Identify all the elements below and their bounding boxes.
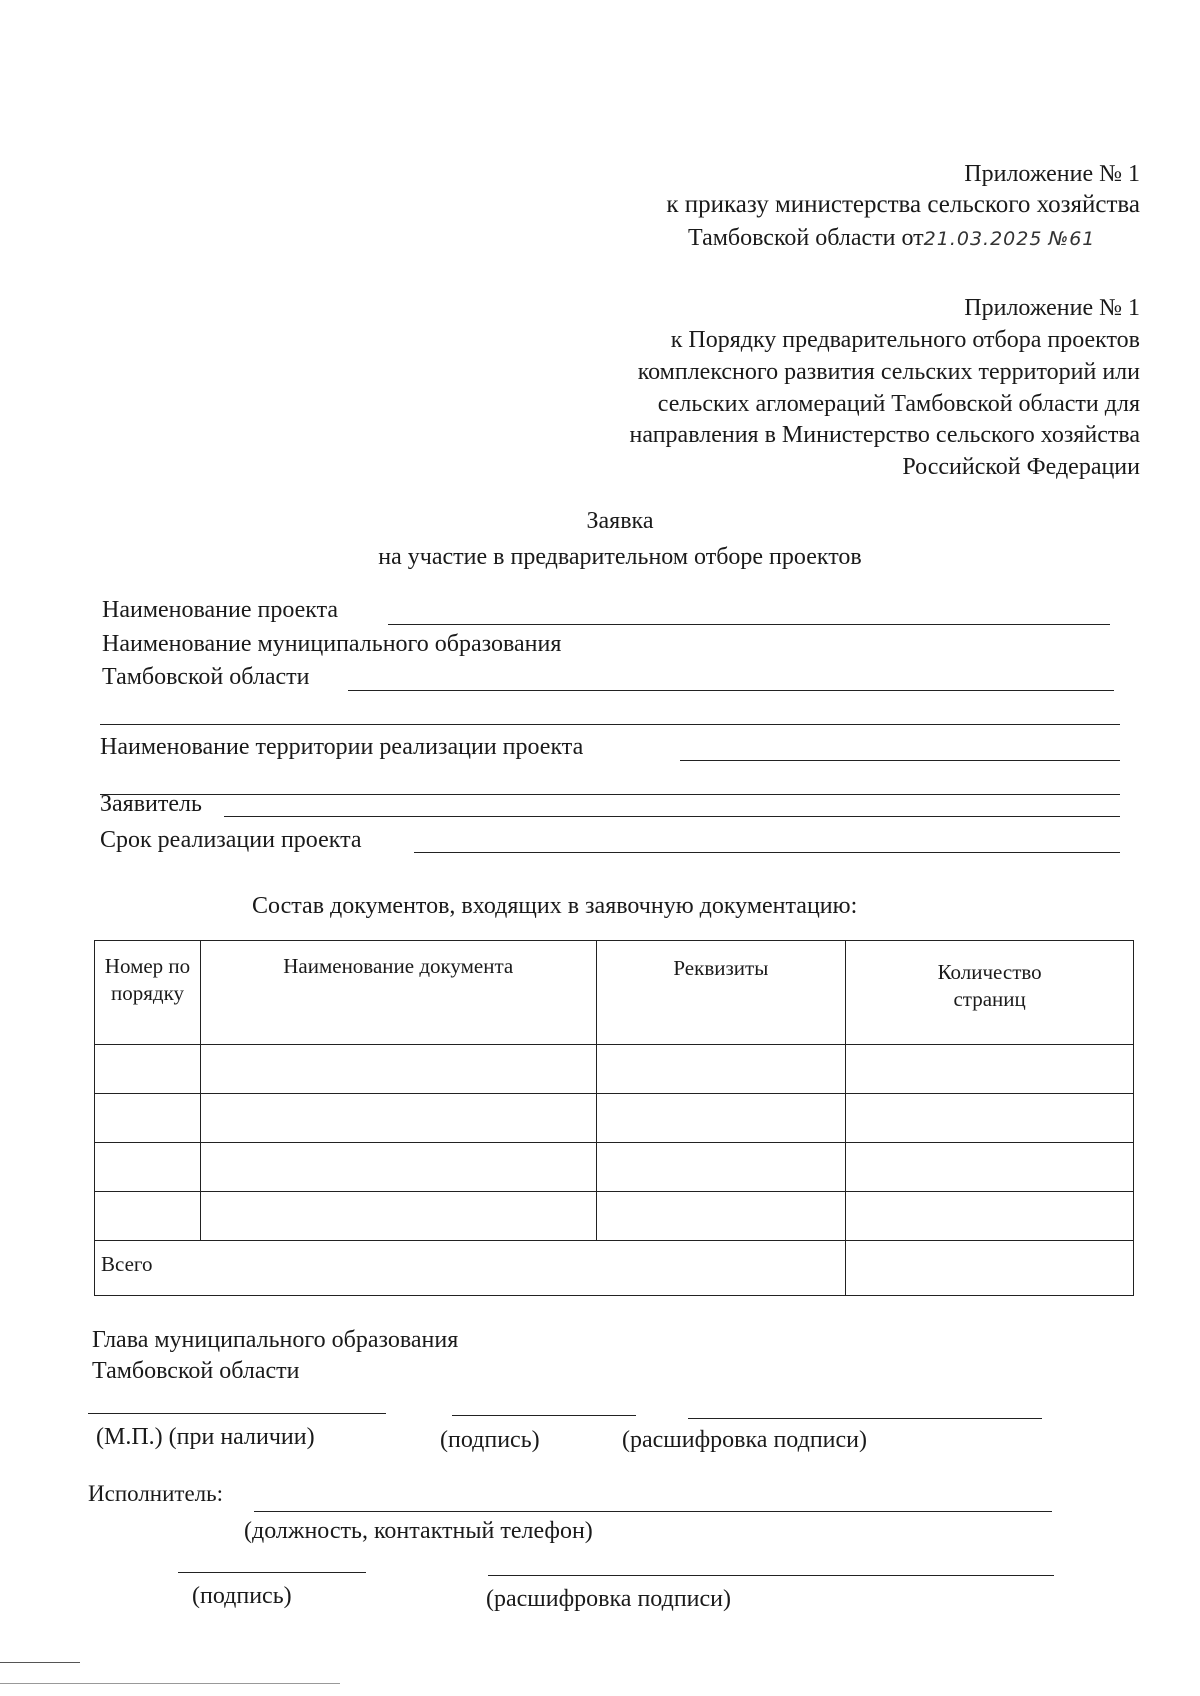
column-header-details: Реквизиты [596,941,846,1045]
head-decode-line[interactable] [688,1418,1042,1419]
table-cell[interactable] [596,1094,846,1143]
municipality-field-continuation[interactable] [100,724,1120,725]
order-appendix-title: Приложение № 1 [964,161,1140,187]
table-cell[interactable] [200,1143,596,1192]
total-label: Всего [95,1241,846,1296]
order-appendix-line3-text: Тамбовской области от [688,225,924,251]
head-signature-line[interactable] [452,1415,636,1416]
executor-signature-caption: (подпись) [192,1583,292,1609]
executor-signature-line[interactable] [178,1572,366,1573]
documents-table [94,940,1134,1296]
documents-title: Состав документов, входящих в заявочную документацию: [252,893,858,919]
scan-edge-line [0,1683,340,1684]
table-row [95,1192,1134,1241]
executor-decode-caption: (расшифровка подписи) [486,1586,731,1612]
handwritten-number: №61 [1048,228,1096,250]
executor-caption: (должность, контактный телефон) [244,1518,593,1544]
term-field[interactable] [414,852,1120,853]
municipality-label: Наименование муниципального образования [102,631,562,657]
municipality-label-region: Тамбовской области [102,664,310,690]
procedure-appendix-title: Приложение № 1 [964,295,1140,321]
order-appendix-line2: к приказу министерства сельского хозяйства [666,191,1140,218]
territory-field[interactable] [680,760,1120,761]
stamp-caption: (М.П.) (при наличии) [96,1424,315,1450]
table-cell[interactable] [95,1094,201,1143]
table-cell[interactable] [846,1192,1134,1241]
table-cell[interactable] [846,1094,1134,1143]
handwritten-date: 21.03.2025 [923,228,1043,250]
procedure-appendix-line: к Порядку предварительного отбора проектов [670,327,1140,353]
municipality-field[interactable] [348,690,1114,691]
total-value[interactable] [846,1241,1134,1296]
table-total-row [95,1241,1134,1296]
table-cell[interactable] [95,1143,201,1192]
table-cell[interactable] [95,1045,201,1094]
table-row [95,1143,1134,1192]
head-decode-caption: (расшифровка подписи) [622,1427,867,1453]
head-region: Тамбовской области [92,1358,300,1384]
project-name-field[interactable] [388,624,1110,625]
table-cell[interactable] [846,1045,1134,1094]
column-header-document: Наименование документа [200,941,596,1045]
executor-field[interactable] [254,1511,1052,1512]
page-subtitle: на участие в предварительном отборе проектов [378,544,862,570]
order-appendix-line3 [688,222,1095,255]
table-row [95,1094,1134,1143]
executor-decode-line[interactable] [488,1575,1054,1576]
applicant-label: Заявитель [100,791,202,817]
term-label: Срок реализации проекта [100,827,362,853]
table-cell[interactable] [200,1094,596,1143]
table-cell[interactable] [596,1045,846,1094]
procedure-appendix-line: направления в Министерство сельского хозяйства [629,422,1140,448]
table-row [95,1045,1134,1094]
table-cell[interactable] [596,1143,846,1192]
table-cell[interactable] [596,1192,846,1241]
table-cell[interactable] [95,1192,201,1241]
scan-edge-line [0,1662,80,1663]
project-name-label: Наименование проекта [102,597,339,623]
page-title: Заявка [586,508,654,534]
table-cell[interactable] [846,1143,1134,1192]
applicant-field[interactable] [224,816,1120,817]
column-header-pages: Количество страниц [846,941,1134,1045]
table-cell[interactable] [200,1045,596,1094]
head-title: Глава муниципального образования [92,1327,459,1353]
territory-label: Наименование территории реализации проекта [100,734,584,760]
executor-label: Исполнитель: [88,1481,224,1506]
procedure-appendix-line: комплексного развития сельских территорий или [637,359,1140,385]
head-signature-caption: (подпись) [440,1427,540,1453]
column-header-number: Номер по порядку [95,941,201,1045]
table-cell[interactable] [200,1192,596,1241]
territory-field-continuation[interactable] [100,794,1120,795]
procedure-appendix-line: Российской Федерации [902,454,1140,480]
table-header-row [95,941,1134,1045]
procedure-appendix-line: сельских агломераций Тамбовской области для [657,391,1140,417]
stamp-line[interactable] [88,1413,386,1414]
